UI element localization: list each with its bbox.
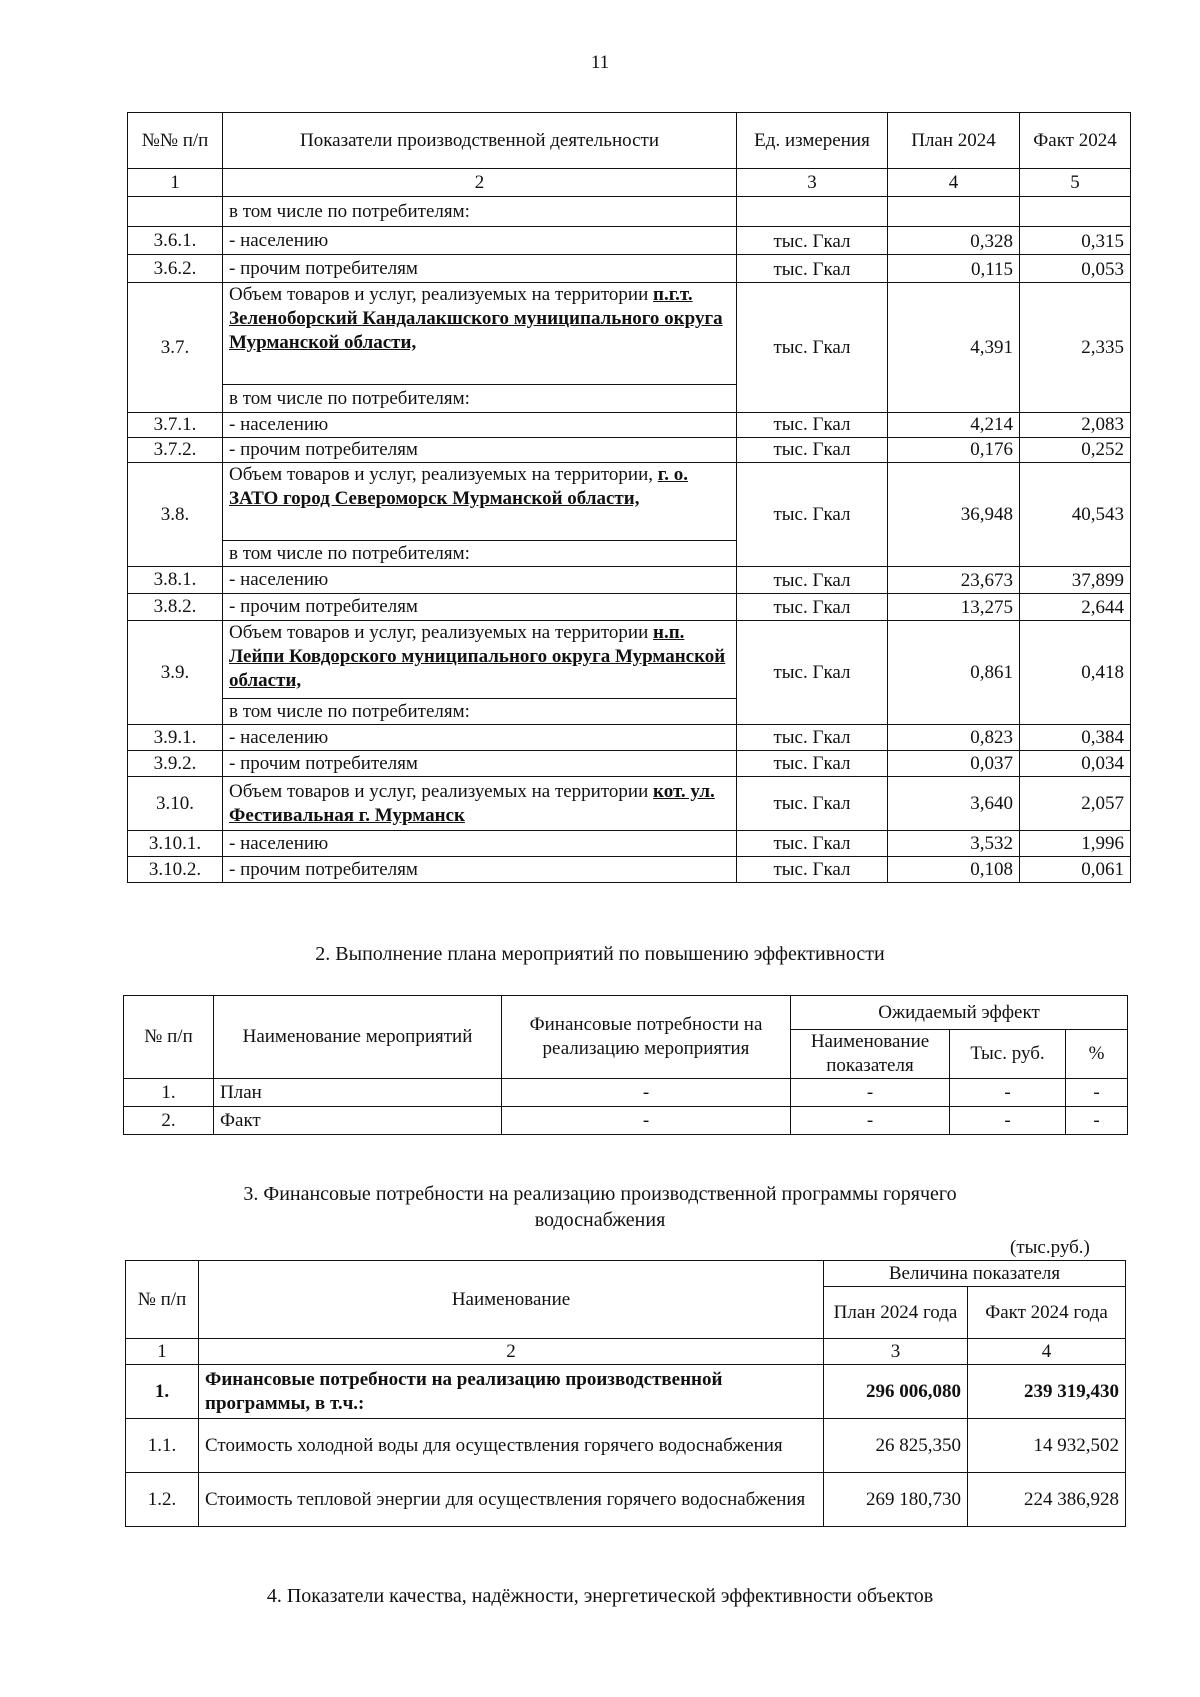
row-num: 3.8.1. <box>128 567 223 594</box>
header-fact: Факт 2024 года <box>968 1287 1126 1339</box>
row-rub: - <box>950 1079 1066 1107</box>
row-plan: 4,391 <box>888 283 1020 413</box>
row-name: - прочим потребителям <box>223 751 737 777</box>
table-header-row <box>124 996 1128 1030</box>
row-num: 3.9.1. <box>128 725 223 751</box>
table-row <box>124 1107 1128 1135</box>
row-rub: - <box>950 1107 1066 1135</box>
row-fact: 224 386,928 <box>968 1473 1126 1527</box>
table-row <box>126 1365 1126 1419</box>
header-measure-name: Наименование мероприятий <box>214 996 502 1079</box>
row-fact: 0,053 <box>1020 255 1131 283</box>
row-name: Стоимость тепловой энергии для осуществления горячего водоснабжения <box>199 1473 824 1527</box>
row-plan: 3,532 <box>888 831 1020 857</box>
table-row <box>128 831 1131 857</box>
header-value: Величина показателя <box>824 1261 1126 1287</box>
row-unit: тыс. Гкал <box>737 283 888 413</box>
col-number: 2 <box>223 169 737 197</box>
row-plan: 3,640 <box>888 777 1020 831</box>
section-4-title: 4. Показатели качества, надёжности, энергетической эффективности объектов <box>266 1585 934 1607</box>
row-fact: 2,644 <box>1020 594 1131 621</box>
section-3-title-line2: водоснабжения <box>534 1209 666 1231</box>
row-sub: в том числе по потребителям: <box>223 385 737 413</box>
row-pct: - <box>1066 1079 1128 1107</box>
row-name: в том числе по потребителям: <box>223 197 737 227</box>
col-number: 4 <box>968 1339 1126 1365</box>
row-fact: 0,252 <box>1020 438 1131 463</box>
row-plan: 0,037 <box>888 751 1020 777</box>
row-plan: 23,673 <box>888 567 1020 594</box>
table-row <box>128 255 1131 283</box>
row-num: 3.9.2. <box>128 751 223 777</box>
row-name: Объем товаров и услуг, реализуемых на территории п.г.т. Зеленоборский Кандалакшского муниципального округа Мурманской области, <box>223 283 737 385</box>
header-unit: Ед. измерения <box>737 113 888 169</box>
section-3-title-line1: 3. Финансовые потребности на реализацию производственной программы горячего <box>243 1183 957 1205</box>
col-number: 1 <box>126 1339 199 1365</box>
header-fact: Факт 2024 <box>1020 113 1131 169</box>
row-plan: 296 006,080 <box>824 1365 968 1419</box>
row-plan: 0,176 <box>888 438 1020 463</box>
row-fact: 2,083 <box>1020 413 1131 438</box>
table-header-row <box>126 1261 1126 1287</box>
row-fact: 0,315 <box>1020 227 1131 255</box>
row-unit: тыс. Гкал <box>737 413 888 438</box>
header-plan: План 2024 <box>888 113 1020 169</box>
row-name: Объем товаров и услуг, реализуемых на территории н.п. Лейпи Ковдорского муниципального округа Мурманской области, <box>223 621 737 699</box>
table-row <box>128 567 1131 594</box>
row-unit: тыс. Гкал <box>737 831 888 857</box>
header-rub: Тыс. руб. <box>950 1030 1066 1079</box>
table-row <box>128 857 1131 883</box>
column-number-row <box>128 169 1131 197</box>
row-fact: 0,061 <box>1020 857 1131 883</box>
row-indicator: - <box>791 1107 950 1135</box>
row-num: 3.10.2. <box>128 857 223 883</box>
row-num: 3.10. <box>128 777 223 831</box>
header-name: Наименование <box>199 1261 824 1339</box>
row-finance: - <box>502 1079 791 1107</box>
table-header-row <box>128 113 1131 169</box>
table-row <box>124 1079 1128 1107</box>
row-fact <box>1020 197 1131 227</box>
row-unit <box>737 197 888 227</box>
row-indicator: - <box>791 1079 950 1107</box>
row-sub: в том числе по потребителям: <box>223 699 737 725</box>
row-name: Объем товаров и услуг, реализуемых на территории, г. о. ЗАТО город Североморск Мурманской области, <box>223 463 737 541</box>
row-num: 3.6.2. <box>128 255 223 283</box>
row-unit: тыс. Гкал <box>737 751 888 777</box>
header-num: № п/п <box>126 1261 199 1339</box>
row-fact: 1,996 <box>1020 831 1131 857</box>
col-number: 3 <box>737 169 888 197</box>
row-unit: тыс. Гкал <box>737 438 888 463</box>
table-row <box>128 283 1131 385</box>
row-pct: - <box>1066 1107 1128 1135</box>
table-row <box>128 777 1131 831</box>
header-num: № п/п <box>124 996 214 1079</box>
unit-note: (тыс.руб.) <box>1010 1237 1090 1258</box>
row-fact: 14 932,502 <box>968 1419 1126 1473</box>
row-name: План <box>214 1079 502 1107</box>
row-plan <box>888 197 1020 227</box>
table-row <box>128 438 1131 463</box>
row-name: - населению <box>223 227 737 255</box>
column-number-row <box>126 1339 1126 1365</box>
table-row <box>128 725 1131 751</box>
row-unit: тыс. Гкал <box>737 725 888 751</box>
row-num <box>128 197 223 227</box>
col-number: 2 <box>199 1339 824 1365</box>
row-name: Объем товаров и услуг, реализуемых на территории кот. ул. Фестивальная г. Мурманск <box>223 777 737 831</box>
financial-needs-table <box>125 1260 1126 1527</box>
row-plan: 0,823 <box>888 725 1020 751</box>
col-number: 1 <box>128 169 223 197</box>
table-row <box>128 621 1131 699</box>
row-name: - прочим потребителям <box>223 594 737 621</box>
row-num: 3.7. <box>128 283 223 413</box>
row-name: - населению <box>223 725 737 751</box>
col-number: 4 <box>888 169 1020 197</box>
row-num: 1.1. <box>126 1419 199 1473</box>
row-unit: тыс. Гкал <box>737 463 888 567</box>
efficiency-measures-table <box>123 995 1128 1135</box>
row-fact: 0,034 <box>1020 751 1131 777</box>
row-plan: 26 825,350 <box>824 1419 968 1473</box>
row-unit: тыс. Гкал <box>737 777 888 831</box>
table-row <box>126 1419 1126 1473</box>
row-plan: 0,115 <box>888 255 1020 283</box>
row-plan: 4,214 <box>888 413 1020 438</box>
header-pct: % <box>1066 1030 1128 1079</box>
row-fact: 2,057 <box>1020 777 1131 831</box>
row-name: - прочим потребителям <box>223 255 737 283</box>
col-number: 5 <box>1020 169 1131 197</box>
row-num: 3.6.1. <box>128 227 223 255</box>
row-num: 3.7.1. <box>128 413 223 438</box>
header-indicator-name: Наименование показателя <box>791 1030 950 1079</box>
row-num: 3.8.2. <box>128 594 223 621</box>
row-fact: 239 319,430 <box>968 1365 1126 1419</box>
table-row <box>128 594 1131 621</box>
col-number: 3 <box>824 1339 968 1365</box>
row-num: 3.8. <box>128 463 223 567</box>
row-fact: 37,899 <box>1020 567 1131 594</box>
row-name: - прочим потребителям <box>223 857 737 883</box>
row-name: Стоимость холодной воды для осуществления горячего водоснабжения <box>199 1419 824 1473</box>
row-unit: тыс. Гкал <box>737 857 888 883</box>
row-name: - прочим потребителям <box>223 438 737 463</box>
row-num: 3.7.2. <box>128 438 223 463</box>
row-sub: в том числе по потребителям: <box>223 541 737 567</box>
row-num: 2. <box>124 1107 214 1135</box>
row-fact: 0,384 <box>1020 725 1131 751</box>
table-row <box>128 227 1131 255</box>
row-num: 3.9. <box>128 621 223 725</box>
header-plan: План 2024 года <box>824 1287 968 1339</box>
row-num: 3.10.1. <box>128 831 223 857</box>
section-2-title: 2. Выполнение плана мероприятий по повышению эффективности <box>315 943 885 965</box>
row-name: - населению <box>223 567 737 594</box>
table-row <box>128 197 1131 227</box>
row-num: 1.2. <box>126 1473 199 1527</box>
row-name: Факт <box>214 1107 502 1135</box>
row-plan: 0,861 <box>888 621 1020 725</box>
row-unit: тыс. Гкал <box>737 227 888 255</box>
row-fact: 2,335 <box>1020 283 1131 413</box>
row-unit: тыс. Гкал <box>737 255 888 283</box>
row-num: 1. <box>126 1365 199 1419</box>
row-name: Финансовые потребности на реализацию производственной программы, в т.ч.: <box>199 1365 824 1419</box>
page-number: 11 <box>590 52 610 73</box>
row-unit: тыс. Гкал <box>737 567 888 594</box>
production-indicators-table <box>127 112 1131 883</box>
row-plan: 0,108 <box>888 857 1020 883</box>
row-num: 1. <box>124 1079 214 1107</box>
row-plan: 0,328 <box>888 227 1020 255</box>
row-fact: 0,418 <box>1020 621 1131 725</box>
row-fact: 40,543 <box>1020 463 1131 567</box>
table-row <box>128 463 1131 541</box>
row-plan: 269 180,730 <box>824 1473 968 1527</box>
row-plan: 36,948 <box>888 463 1020 567</box>
table-row <box>126 1473 1126 1527</box>
row-name: - населению <box>223 831 737 857</box>
row-unit: тыс. Гкал <box>737 621 888 725</box>
header-expected-effect: Ожидаемый эффект <box>791 996 1128 1030</box>
table-row <box>128 751 1131 777</box>
header-num: №№ п/п <box>128 113 223 169</box>
row-plan: 13,275 <box>888 594 1020 621</box>
row-finance: - <box>502 1107 791 1135</box>
header-finance: Финансовые потребности на реализацию мероприятия <box>502 996 791 1079</box>
table-row <box>128 413 1131 438</box>
header-indicator: Показатели производственной деятельности <box>223 113 737 169</box>
row-name: - населению <box>223 413 737 438</box>
row-unit: тыс. Гкал <box>737 594 888 621</box>
